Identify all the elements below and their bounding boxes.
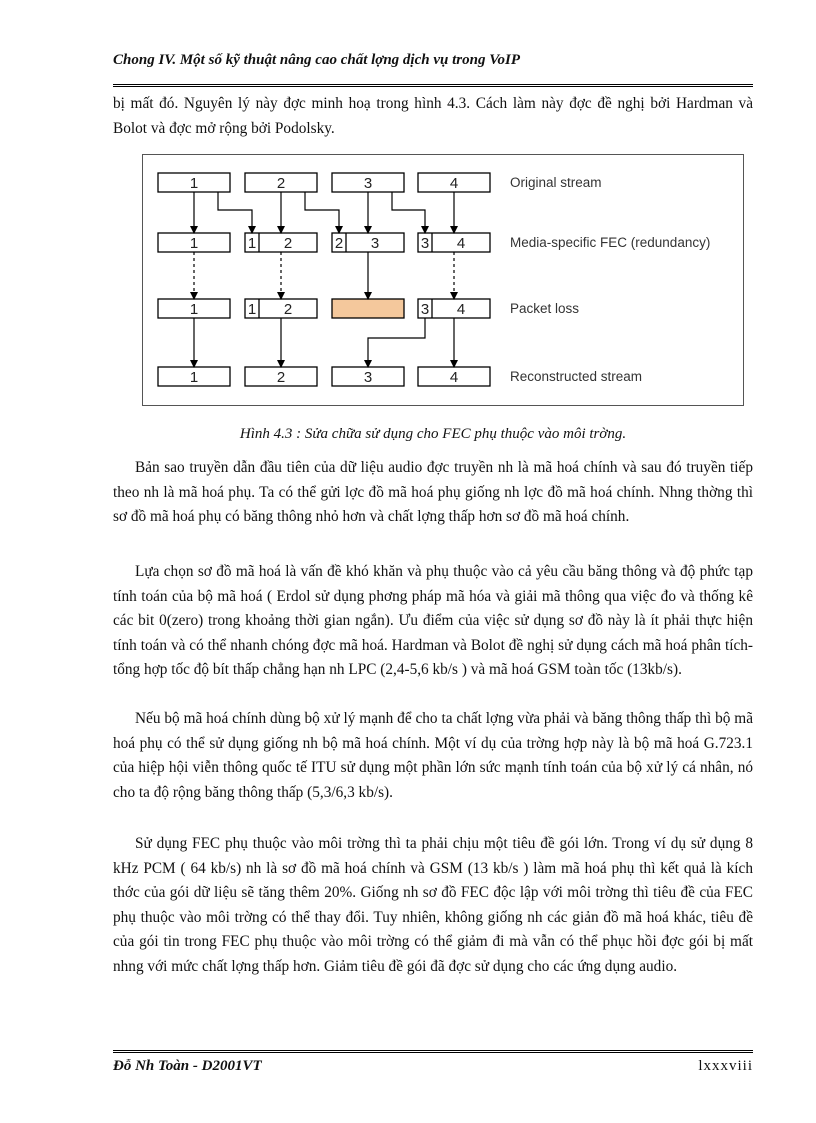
header-rule bbox=[113, 84, 753, 87]
redundant-number: 3 bbox=[420, 301, 430, 318]
page-number: lxxxviii bbox=[698, 1058, 753, 1074]
row-label: Media-specific FEC (redundancy) bbox=[510, 235, 711, 250]
intro-paragraph: bị mất đó. Nguyên lý này đợc minh hoạ trong hình 4.3. Cách làm này đợc đề nghị bởi Hardman và Bolot và đợc mở rộng bởi Podolsky. bbox=[113, 95, 753, 137]
packet-number: 3 bbox=[363, 175, 373, 192]
packet-number: 1 bbox=[189, 301, 199, 318]
row-label: Original stream bbox=[510, 175, 602, 190]
packet-number: 4 bbox=[456, 301, 466, 318]
packet-number: 1 bbox=[189, 235, 199, 252]
redundant-number: 3 bbox=[420, 235, 430, 252]
paragraph-2: Lựa chọn sơ đồ mã hoá là vấn đề khó khăn và phụ thuộc vào cả yêu cầu băng thông và độ phức tạp tính toán của bộ mã hoá ( Erdol sử dụng phơng pháp mã hóa và giải mã thông qua việc đo và thống kê các bit 0(zero) trong khoảng thời gian ngắn). Ưu điểm của việc sử dụng sơ đồ này là ít phải thực hiện tính toán và có thể nhanh chóng đợc mã hoá. Hardman và Bolot đề nghị sử dụng cách mã hoá phân tích-tổng hợp tốc độ bít thấp chẳng hạn nh LPC (2,4-5,6 kb/s ) và mã hoá GSM toàn tốc (13kb/s). bbox=[113, 563, 753, 678]
fec-diagram bbox=[143, 155, 743, 405]
packet-number: 3 bbox=[363, 369, 373, 386]
packet-number: 2 bbox=[283, 235, 293, 252]
packet-number: 4 bbox=[456, 235, 466, 252]
row-label: Packet loss bbox=[510, 301, 580, 316]
footer-author: Đỗ Nh Toàn - D2001VT bbox=[113, 1058, 262, 1074]
packet-number: 2 bbox=[276, 175, 286, 192]
redundant-number: 2 bbox=[334, 235, 344, 252]
packet-number: 3 bbox=[370, 235, 380, 252]
row-label: Reconstructed stream bbox=[510, 369, 643, 384]
packet-number: 4 bbox=[449, 175, 459, 192]
paragraph-4: Sử dụng FEC phụ thuộc vào môi trờng thì ta phải chịu một tiêu đề gói lớn. Trong ví dụ sử dụng 8 kHz PCM ( 64 kb/s) nh là sơ đồ mã hoá chính và GSM (13 kb/s ) làm mã hoá phụ thì kết quả là kích thớc của gói dữ liệu sẽ tăng thêm 20%. Giống nh sơ đồ FEC độc lập với môi trờng thì tiêu đề của FEC phụ thuộc vào môi trờng có thể thay đổi. Tuy nhiên, không giống nh các giản đồ mã hoá khác, tiêu đề của gói tin trong FEC phụ thuộc vào môi trờng có thể giảm đi mà vẫn có thể phục hồi đợc gói bị mất nhng với mức chất lợng thấp hơn. Giảm tiêu đề gói đã đợc sử dụng cho các ứng dụng audio. bbox=[113, 835, 753, 975]
figure-caption: Hình 4.3 : Sửa chữa sử dụng cho FEC phụ thuộc vào môi trờng. bbox=[239, 426, 627, 442]
packet-number: 1 bbox=[189, 175, 199, 192]
footer-rule bbox=[113, 1050, 753, 1053]
packet-number: 4 bbox=[449, 369, 459, 386]
paragraph-1: Bản sao truyền dẫn đầu tiên của dữ liệu audio đợc truyền nh là mã hoá chính và sau đó truyền tiếp theo nh là mã hoá phụ. Ta có thể gửi lợc đồ mã hoá phụ giống nh lợc đồ mã hoá chính. Nhng thờng thì sơ đồ mã hoá phụ có băng thông nhỏ hơn và chất lợng thấp hơn sơ đồ mã hoá chính. bbox=[113, 459, 753, 525]
packet-number: 1 bbox=[189, 369, 199, 386]
flow-arrow bbox=[392, 192, 425, 233]
paragraph-3: Nếu bộ mã hoá chính dùng bộ xử lý mạnh để cho ta chất lợng vừa phải và băng thông thấp thì bộ mã hoá phụ có thể sử dụng giống nh bộ mã hoá chính. Một ví dụ của trờng hợp này là bộ mã hoá G.723.1 của hiệp hội viễn thông quốc tế ITU sử dụng một phần lớn sức mạnh tính toán của bộ xử lý cá nhân, nó cho ta độ rộng băng thông thấp (5,3/6,3 kb/s). bbox=[113, 710, 753, 801]
redundant-number: 1 bbox=[247, 235, 257, 252]
packet-number: 2 bbox=[276, 369, 286, 386]
redundant-number: 1 bbox=[247, 301, 257, 318]
fec-figure bbox=[142, 154, 744, 406]
flow-arrow bbox=[305, 192, 339, 233]
packet-number: 2 bbox=[283, 301, 293, 318]
flow-arrow bbox=[218, 192, 252, 233]
packet-box bbox=[332, 299, 404, 318]
page-header-title: Chong IV. Một số kỹ thuật nâng cao chất lợng dịch vụ trong VoIP bbox=[113, 52, 521, 68]
flow-arrow bbox=[368, 318, 425, 367]
